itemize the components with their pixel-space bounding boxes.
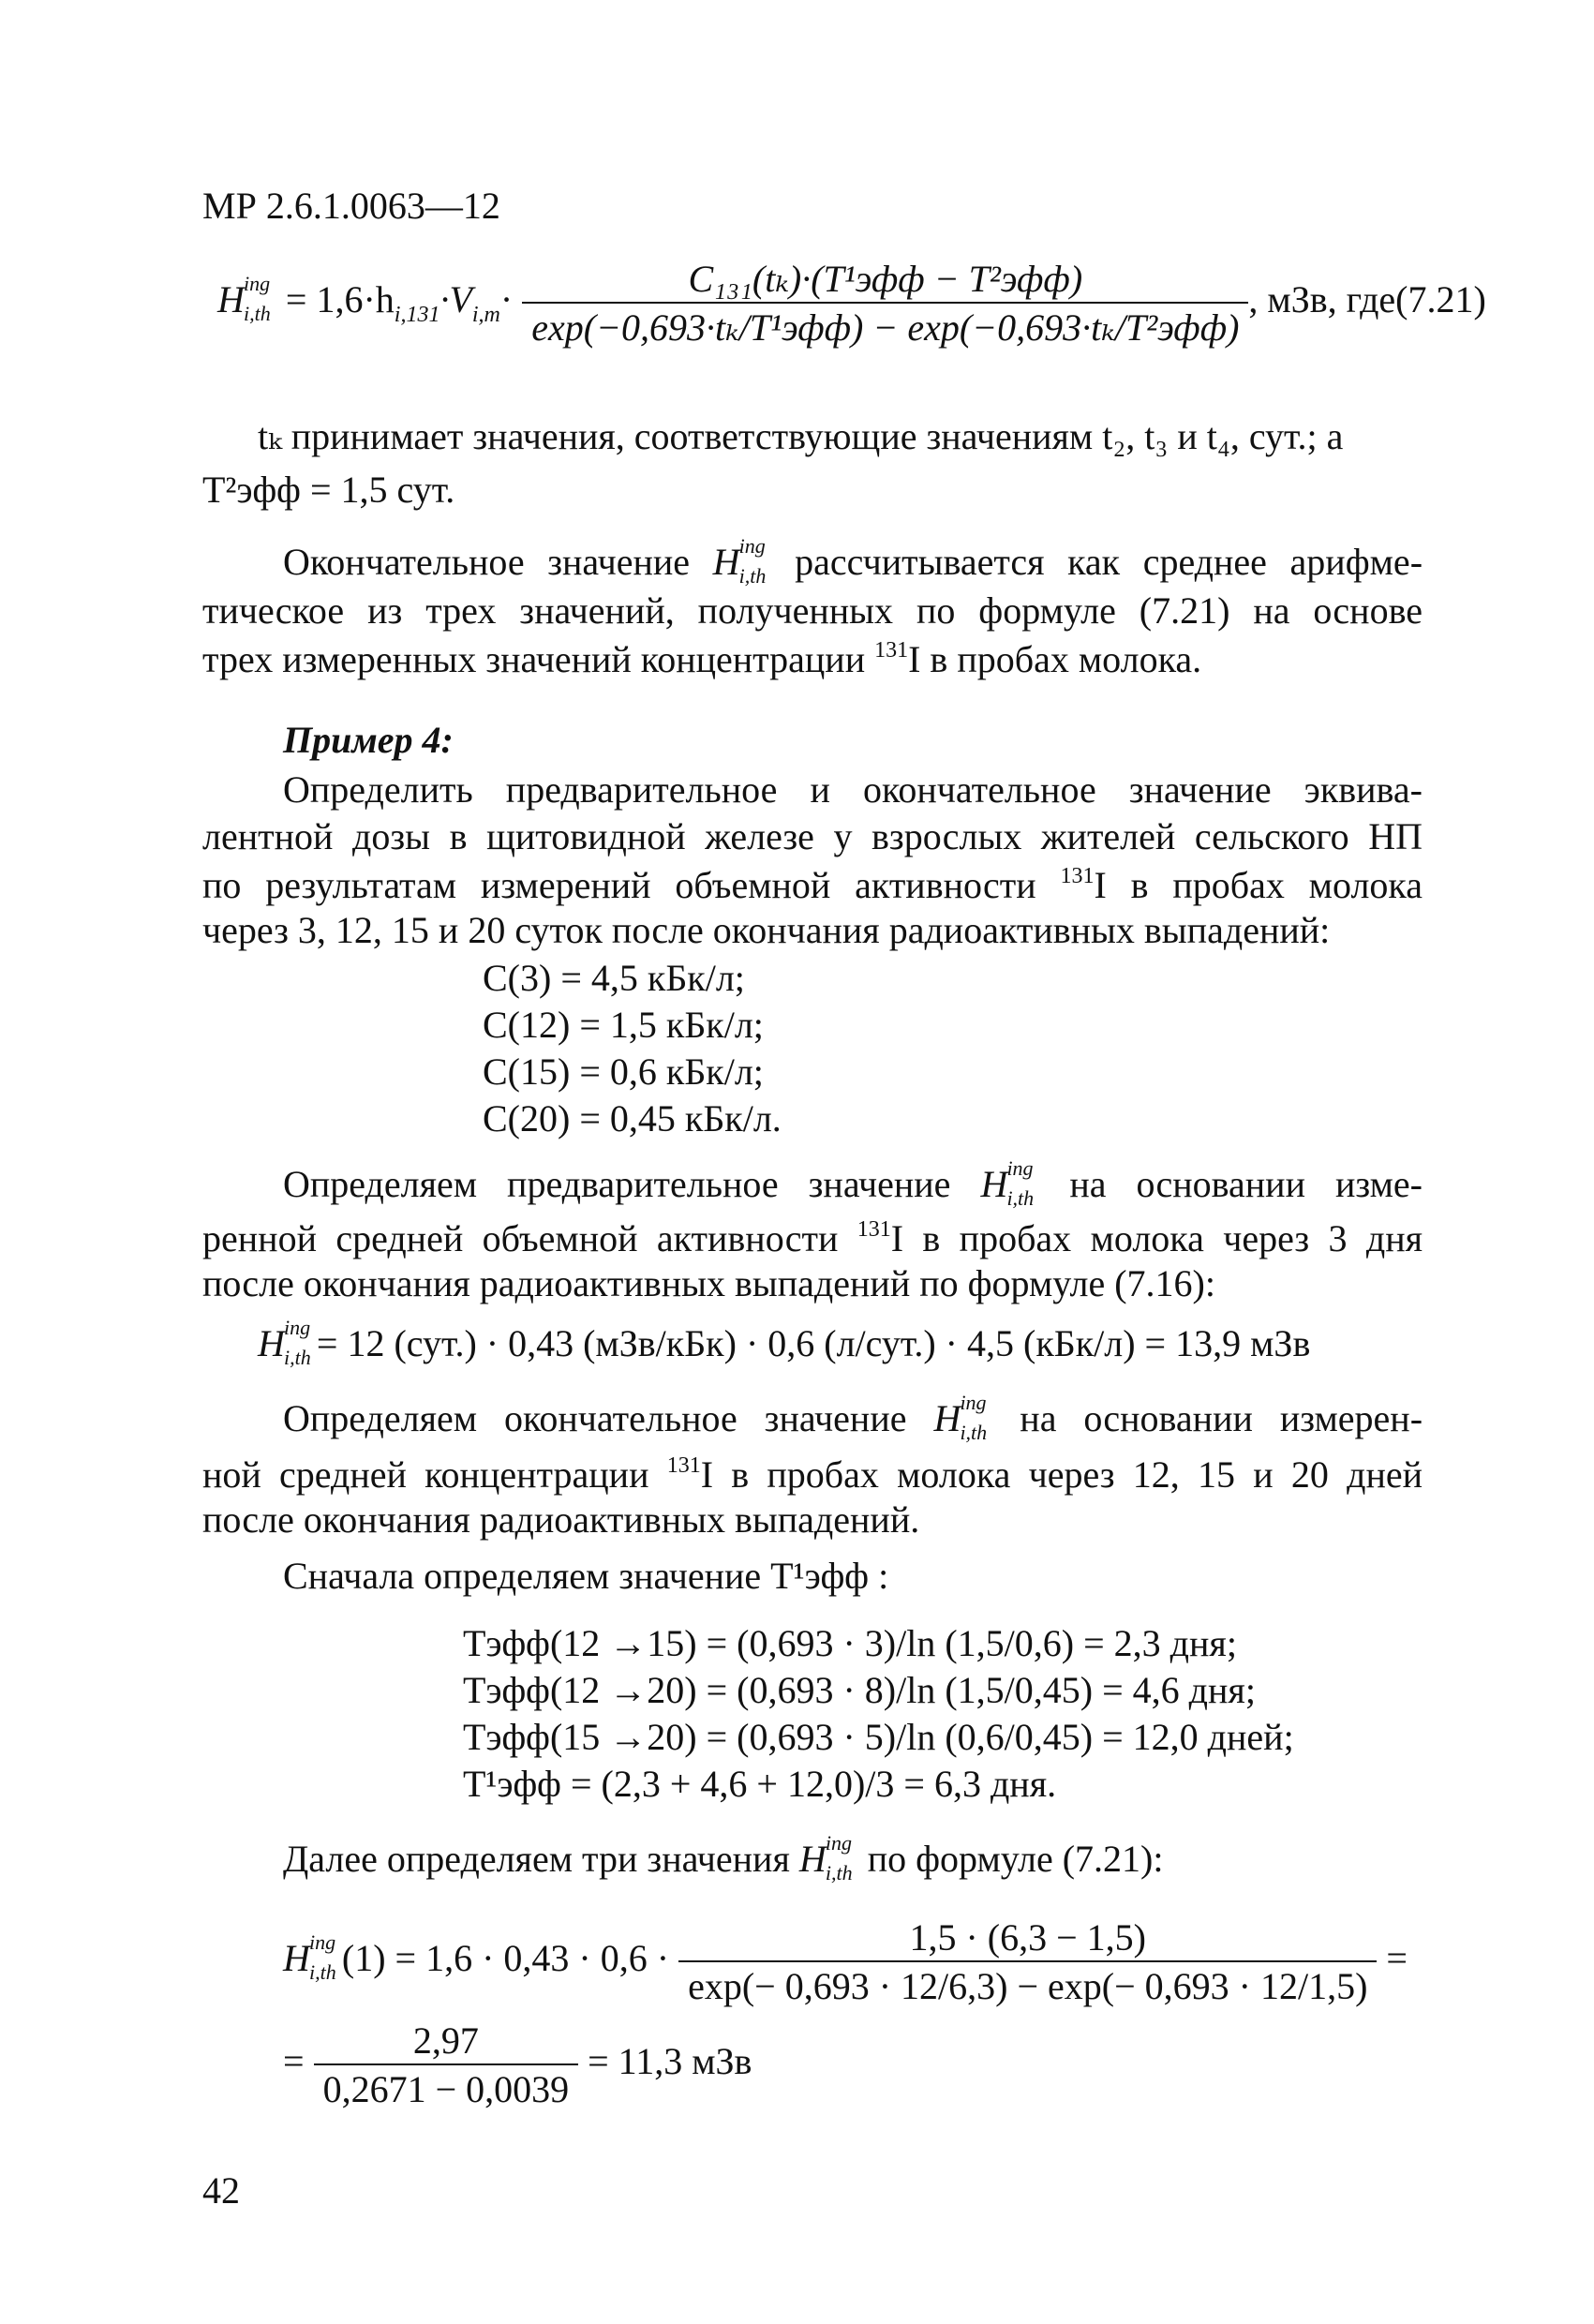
- calc-h1: H ing i,th (1) = 1,6 · 0,43 · 0,6 · $\frac{1,5 \cdot (6,3 - 1,5)}{\exp(- 0,693 \cdot 12/6,3) - \exp(- 0,693 \cdot 12/1,5)}$ =: [283, 1916, 1408, 2007]
- c-value-2: С(12) = 1,5 кБк/л;: [483, 1004, 764, 1046]
- prelim-line2: ренной средней объемной активности $^{131}$I в пробах молока через 3 дня: [202, 1217, 1423, 1259]
- t-calc-4: T¹эфф = (2,3 + 4,6 + 12,0)/3 = 6,3 дня.: [463, 1763, 1057, 1805]
- prelim-calculation: H ing i,th = 12 (сут.) · 0,43 (мЗв/кБк) · 0,6 (л/сут.) · 4,5 (кБк/л) = 13,9 мЗв: [258, 1316, 1311, 1369]
- t-calc-1: Tэфф(12 →15) = (0,693 · 3)/ln (1,5/0,6) = 2,3 дня;: [463, 1622, 1237, 1664]
- paragraph-tk-line1: tₖ принимает значения, соответствующие значениям t₂, t₃ и t₄, сут.; а: [258, 415, 1344, 457]
- calc-h1-result: = $\frac{2,97}{0,2671 - 0,0039}$ = 11,3 мЗв: [283, 2019, 752, 2110]
- t-calc-2: Tэфф(12 →20) = (0,693 · 8)/ln (1,5/0,45) = 4,6 дня;: [463, 1669, 1256, 1711]
- calc-h1-numerator: 1,5 · (6,3 − 1,5): [909, 1916, 1146, 1959]
- calc-h1-denominator: exp(− 0,693 · 12/6,3) − exp(− 0,693 · 12/1,5): [678, 1960, 1377, 2005]
- final-line2: ной средней концентрации $^{131}$I в пробах молока через 12, 15 и 20 дней: [202, 1453, 1423, 1496]
- formula-fraction: [522, 258, 1248, 349]
- example-heading: Пример 4:: [283, 719, 454, 761]
- final-line1: Определяем окончательное значение H ing i,th на основании измерен-: [283, 1391, 1423, 1444]
- paragraph-final-line2: тическое из трех значений, полученных по формуле (7.21) на основе: [202, 589, 1423, 632]
- t-calc-3: Tэфф(15 →20) = (0,693 · 5)/ln (0,6/0,45) = 12,0 дней;: [463, 1716, 1294, 1758]
- c-value-1: С(3) = 4,5 кБк/л;: [483, 957, 745, 999]
- fraction-numerator: C₁₃₁(tₖ)·(T¹эфф − T²эфф): [688, 258, 1083, 300]
- formula-tail: , мЗв, где(7.21): [1248, 278, 1486, 321]
- formula-7-21: H ing i,th = $1,6\cdot h_{i,131}\cdot V_{i,m}\cdot$ $\frac{\text{C₁₃₁(tₖ)·(T¹эфф − T²эфф)}}{\text{exp(−0,693·tₖ/T¹эфф) − exp(−0,693·tₖ/T²эфф)}}$ , мЗв, где(7.21): [217, 258, 1486, 349]
- prelim-line3: после окончания радиоактивных выпадений по формуле (7.16):: [202, 1262, 1215, 1304]
- paragraph-final-line3: трех измеренных значений концентрации $^{131}$I в пробах молока.: [202, 638, 1202, 680]
- final-line3: после окончания радиоактивных выпадений.: [202, 1498, 920, 1541]
- example-line2: лентной дозы в щитовидной железе у взрослых жителей сельского НП: [202, 815, 1423, 857]
- prelim-line1: Определяем предварительное значение H ing i,th на основании изме-: [283, 1156, 1423, 1210]
- example-line1: Определить предварительное и окончательное значение эквива-: [283, 768, 1423, 811]
- final-line4: Сначала определяем значение T¹эфф :: [283, 1555, 889, 1597]
- calc-h1-fraction: [678, 1916, 1377, 2007]
- paragraph-tk-line2: T²эфф = 1,5 сут.: [202, 469, 455, 511]
- final-line5: Далее определяем три значения H ing i,th по формуле (7.21):: [283, 1831, 1164, 1885]
- h-ing-symbol: H ing i,th: [217, 272, 271, 326]
- document-code: МР 2.6.1.0063—12: [202, 185, 500, 227]
- calc-h1-fraction2: $\frac{2,97}{0,2671 - 0,0039}$: [314, 2022, 579, 2108]
- c-value-3: С(15) = 0,6 кБк/л;: [483, 1050, 764, 1093]
- example-line4: через 3, 12, 15 и 20 суток после окончания радиоактивных выпадений:: [202, 909, 1331, 951]
- example-line3: по результатам измерений объемной активности $^{131}$I в пробах молока: [202, 864, 1423, 906]
- fraction-denominator: exp(−0,693·tₖ/T¹эфф) − exp(−0,693·tₖ/T²эфф): [522, 302, 1248, 347]
- c-value-4: С(20) = 0,45 кБк/л.: [483, 1097, 782, 1140]
- paragraph-final-line1: Окончательное значение H ing i,th рассчитывается как среднее арифме-: [283, 534, 1423, 588]
- page-number: 42: [202, 2169, 240, 2212]
